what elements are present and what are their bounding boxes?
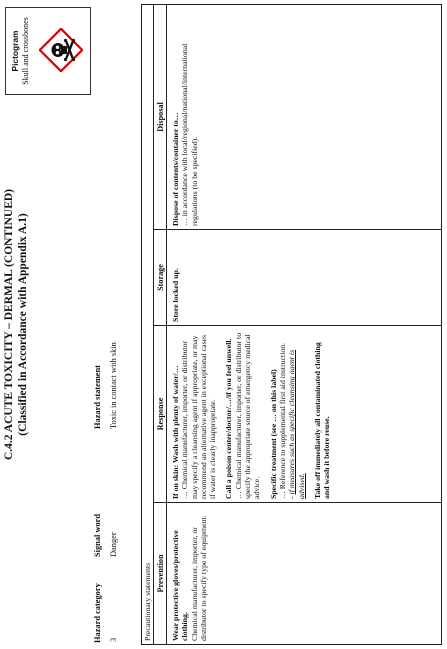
page-title: C.4.2 ACUTE TOXICITY – DERMAL (CONTINUED) xyxy=(3,188,15,461)
pictogram-title: Pictogram xyxy=(10,30,20,72)
response-statement-skin: If on skin: Wash with plenty of water/… xyxy=(171,365,180,499)
signal-word-value: Danger xyxy=(109,532,118,557)
prevention-statement: Wear protective gloves/protective clothing. xyxy=(171,530,190,641)
precautionary-statements-table xyxy=(141,4,442,645)
disposal-column xyxy=(154,5,441,229)
response-column xyxy=(154,325,441,502)
response-dash: - xyxy=(287,494,297,499)
pictogram-box xyxy=(5,7,91,95)
pictogram-name: Skull and crossbones xyxy=(21,17,30,85)
disposal-statement: Dispose of contents/container to… xyxy=(171,112,180,226)
hazard-statement-value: Toxic in contact with skin xyxy=(109,342,118,429)
prevention-note: Chemical manufacturer, importer, or distributor to specify type of equipment. xyxy=(189,515,208,641)
response-heading: Response xyxy=(154,326,167,502)
response-statement-poison-center: Call a poison center/doctor/…/if you feel unwell. xyxy=(224,338,234,499)
storage-heading: Storage xyxy=(154,230,167,325)
signal-word-label: Signal word xyxy=(93,513,102,557)
storage-column xyxy=(154,229,441,325)
prevention-column xyxy=(154,502,441,644)
hazard-statement-label: Hazard statement xyxy=(93,365,102,429)
prevention-heading: Prevention xyxy=(154,503,167,644)
precautionary-statements-label: Precautionary statements xyxy=(142,5,154,644)
page-subtitle: (Classified in Accordance with Appendix A.1) xyxy=(17,213,29,436)
response-note-specific-treatment: … Reference to supplemental first aid instruction. xyxy=(277,342,287,499)
hazard-category-value: 3 xyxy=(109,637,118,642)
response-note-cleansing xyxy=(287,330,306,499)
response-statement-contaminated-clothing: Take off immediately all contaminated clothing and wash it before reuse. xyxy=(312,342,332,499)
storage-statement: Store locked up. xyxy=(171,268,180,322)
response-statement-specific-treatment: Specific treatment (see … on this label) xyxy=(268,369,278,499)
disposal-note: … in accordance with local/regional/national/international regulations (to be specified). xyxy=(180,43,199,226)
disposal-heading: Disposal xyxy=(154,5,167,229)
response-note-skin: … Chemical manufacturer, importer, or distributor may specify a cleansing agent if appropriate, or may recommend an alternative agent in exceptional cases if water is clearly inappropriate. xyxy=(180,334,218,499)
hazard-category-label: Hazard category xyxy=(93,583,102,643)
response-note-poison-center: … Chemical manufacturer, importer, or distributor to specify the appropriate source of emergency medical advice. xyxy=(233,332,262,499)
response-note-cleansing-text: if measures such as specific cleansing agent is advised. xyxy=(287,349,306,499)
skull-and-crossbones-icon xyxy=(39,28,83,72)
